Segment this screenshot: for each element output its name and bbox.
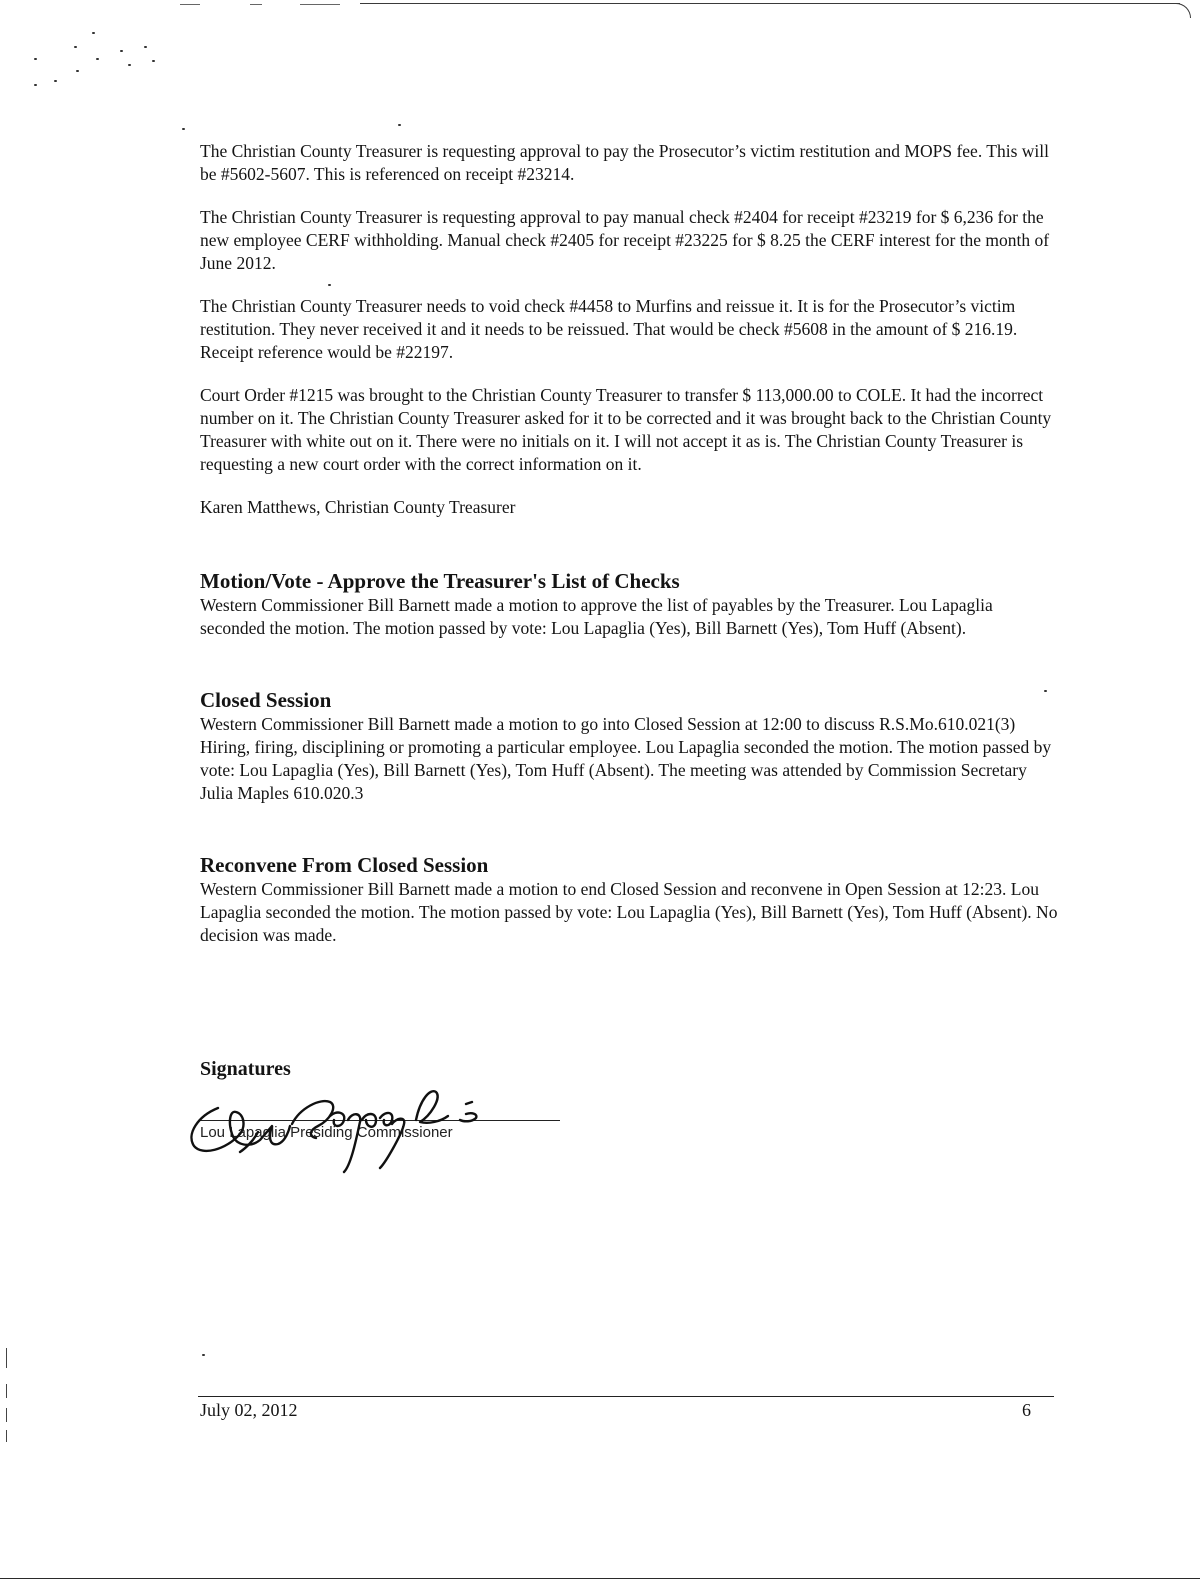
scan-edge-corner	[1150, 3, 1191, 18]
scan-speck	[202, 1354, 205, 1356]
section-body-reconvene: Western Commissioner Bill Barnett made a motion to end Closed Session and reconvene in Open Session at 12:23. Lou Lapaglia seconded the motion. The motion passed by vote: Lou Lapaglia (Yes), Bill Barnett (Yes), Tom Huff (Absent). No decision was made.	[200, 879, 1058, 945]
page-number: 6	[1022, 1400, 1031, 1420]
scan-speck	[120, 50, 123, 52]
scan-edge-top	[360, 3, 1180, 4]
scan-speck	[182, 128, 185, 130]
scan-speck	[398, 124, 401, 126]
footer-date: July 02, 2012	[200, 1400, 298, 1420]
handwritten-signature	[180, 1064, 500, 1174]
scan-speck	[144, 46, 147, 48]
section-body-closed-session: Western Commissioner Bill Barnett made a motion to go into Closed Session at 12:00 to discuss R.S.Mo.610.021(3) Hiring, firing, disciplining or promoting a particular employee. Lou Lapaglia seconded the motion. The motion passed by vote: Lou Lapaglia (Yes), Bill Barnett (Yes), Tom Huff (Absent). The meeting was attended by Commission Secretary Julia Maples 610.020.3	[200, 714, 1052, 803]
scan-speck	[54, 80, 57, 82]
scan-edge-bottom	[0, 1578, 1200, 1579]
scan-speck	[34, 84, 37, 86]
signatures-label: Signatures	[200, 1058, 291, 1080]
section-heading-closed-session: Closed Session	[200, 688, 332, 712]
signatory-caption: Lou Lapaglia/Presiding Commissioner	[200, 1124, 453, 1141]
scan-speck	[34, 58, 37, 60]
section-heading-reconvene: Reconvene From Closed Session	[200, 853, 489, 877]
scan-speck	[74, 46, 77, 48]
scan-dash	[300, 4, 340, 5]
scan-dash	[250, 4, 262, 5]
section-heading-treasurer-checks: Motion/Vote - Approve the Treasurer's List of Checks	[200, 569, 680, 593]
paragraph-manual-checks: The Christian County Treasurer is requesting approval to pay manual check #2404 for receipt #23219 for $ 6,236 for the new employee CERF withholding. Manual check #2405 for receipt #23225 for $ 8.25 the CERF interest for the month of June 2012.	[200, 207, 1050, 273]
section-body-treasurer-checks: Western Commissioner Bill Barnett made a motion to approve the list of payables by the Treasurer. Lou Lapaglia seconded the motion. The motion passed by vote: Lou Lapaglia (Yes), Bill Barnett (Yes), Tom Huff (Absent).	[200, 595, 993, 638]
scan-speck	[76, 70, 79, 72]
paragraph-void-check: The Christian County Treasurer needs to void check #4458 to Murfins and reissue it. It is for the Prosecutor’s victim restitution. They never received it and it needs to be reissued. That would be check #5608 in the amount of $ 216.19. Receipt reference would be #22197.	[200, 296, 1018, 362]
signature-block	[200, 1058, 570, 1178]
document-body	[200, 140, 1060, 995]
scan-speck	[128, 64, 131, 66]
paragraph-victim-restitution: The Christian County Treasurer is requesting approval to pay the Prosecutor’s victim restitution and MOPS fee. This will be #5602-5607. This is referenced on receipt #23214.	[200, 141, 1049, 184]
scan-edge-mark	[6, 1384, 7, 1398]
footer-rule	[198, 1396, 1054, 1397]
scan-speck	[96, 58, 99, 60]
scan-edge-mark	[6, 1430, 7, 1442]
scan-speck	[152, 60, 155, 62]
treasurer-signoff: Karen Matthews, Christian County Treasurer	[200, 497, 516, 517]
paragraph-court-order: Court Order #1215 was brought to the Christian County Treasurer to transfer $ 113,000.00 to COLE. It had the incorrect number on it. The Christian County Treasurer asked for it to be corrected and it was brought back to the Christian County Treasurer with white out on it. There were no initials on it. I will not accept it as is. The Christian County Treasurer is requesting a new court order with the correct information on it.	[200, 385, 1052, 474]
scan-speck	[92, 32, 95, 34]
scan-edge-mark	[6, 1348, 7, 1368]
scan-dash	[180, 4, 200, 5]
scan-edge-mark	[6, 1408, 7, 1422]
